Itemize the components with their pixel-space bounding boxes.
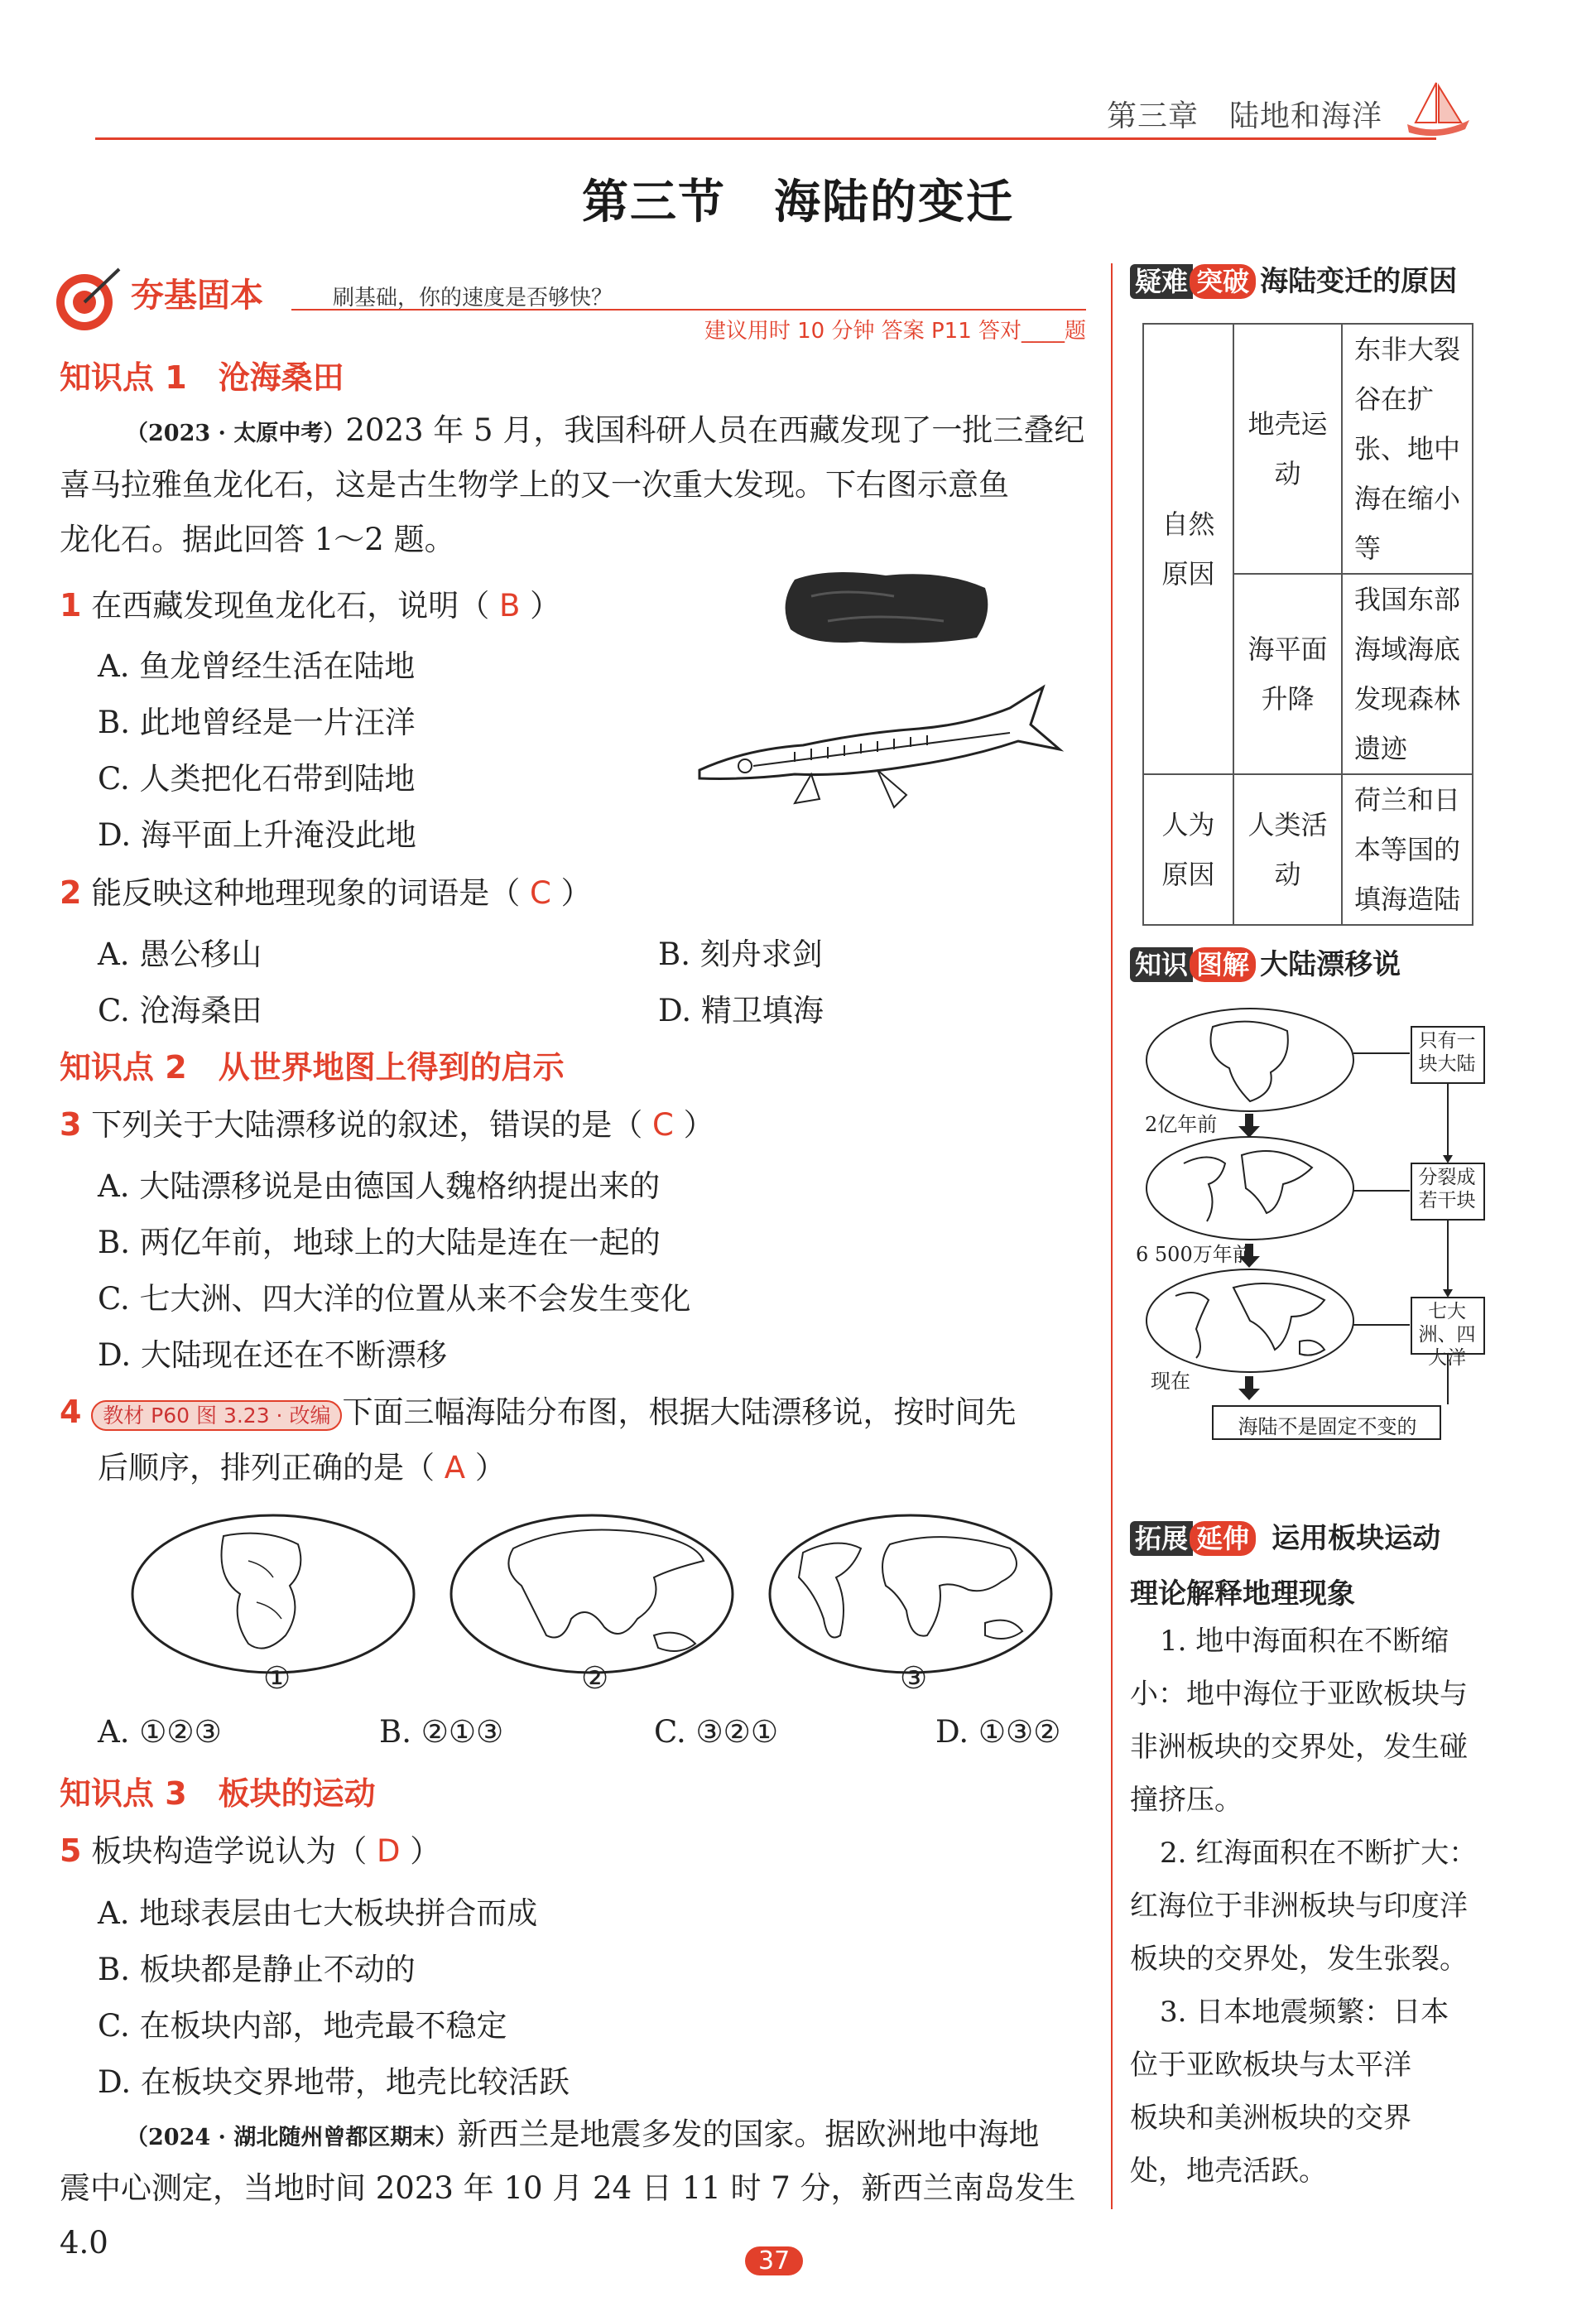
extend-line: 1. 地中海面积在不断缩 bbox=[1160, 1625, 1449, 1658]
extend-header bbox=[1130, 1515, 1440, 1556]
question-stem: 板块构造学说认为（ bbox=[91, 1833, 368, 1869]
time-label: 现在 bbox=[1151, 1370, 1190, 1393]
diagram-header bbox=[1130, 941, 1401, 982]
kp1-source: （2023 · 太原中考） bbox=[126, 421, 346, 446]
option: B. 两亿年前，地球上的大陆是连在一起的 bbox=[98, 1225, 661, 1260]
kp1-intro-line: 龙化石。据此回答 1～2 题。 bbox=[60, 522, 455, 557]
question-close: ） bbox=[530, 588, 561, 624]
kp3-title: 知识点 3 板块的运动 bbox=[60, 1775, 376, 1812]
sidebar-title: 海陆变迁的原因 bbox=[1260, 265, 1458, 298]
question-1 bbox=[60, 578, 560, 633]
question-close: ） bbox=[560, 875, 592, 911]
causes-table bbox=[1142, 323, 1473, 926]
option: A. 大陆漂移说是由德国人魏格纳提出来的 bbox=[98, 1168, 661, 1204]
answer: B bbox=[498, 588, 521, 624]
answer: D bbox=[376, 1833, 401, 1869]
answer: A bbox=[444, 1450, 466, 1486]
answer: C bbox=[529, 875, 551, 911]
badge: 延伸 bbox=[1190, 1521, 1256, 1556]
page-number: 37 bbox=[745, 2246, 803, 2275]
cause-category-label: 自然原因 bbox=[1161, 508, 1215, 590]
diagram-box: 分裂成若干块 bbox=[1418, 1167, 1476, 1211]
cause-category bbox=[1143, 324, 1233, 774]
question-5 bbox=[60, 1823, 440, 1879]
sailboat-icon bbox=[1399, 75, 1473, 141]
question-3 bbox=[60, 1097, 714, 1153]
option: A. ①②③ bbox=[98, 1714, 222, 1750]
passage-text: 新西兰是地震多发的国家。据欧洲地中海地 bbox=[457, 2116, 1040, 2152]
extend-body bbox=[1130, 1615, 1502, 2198]
option: C. 七大洲、四大洋的位置从来不会发生变化 bbox=[98, 1281, 691, 1317]
map-label: ③ bbox=[900, 1660, 928, 1696]
badge: 突破 bbox=[1190, 264, 1256, 299]
question-close: ） bbox=[474, 1450, 506, 1486]
question-number: 1 bbox=[60, 587, 82, 624]
banner-title: 夯基固本 bbox=[131, 277, 263, 315]
option: B. 板块都是静止不动的 bbox=[98, 1952, 416, 1987]
question-2 bbox=[60, 865, 592, 921]
option: A. 愚公移山 bbox=[98, 937, 262, 972]
question-close: ） bbox=[410, 1833, 441, 1869]
kp1-intro-line: 喜马拉雅鱼龙化石，这是古生物学上的又一次重大发现。下右图示意鱼 bbox=[60, 467, 1009, 503]
cause-example: 荷兰和日本等国的填海造陆 bbox=[1342, 774, 1473, 925]
badge: 疑难 bbox=[1130, 264, 1193, 299]
option: B. ②①③ bbox=[379, 1714, 504, 1750]
cause-category: 人为原因 bbox=[1143, 774, 1233, 925]
extend-line: 非洲板块的交界处，发生碰 bbox=[1130, 1731, 1468, 1764]
option: C. 人类把化石带到陆地 bbox=[98, 761, 416, 797]
question-number: 4 bbox=[60, 1394, 82, 1430]
cause-example: 东非大裂谷在扩张、地中海在缩小等 bbox=[1342, 324, 1473, 574]
option: D. 在板块交界地带，地壳比较活跃 bbox=[98, 2064, 570, 2100]
extend-line: 板块的交界处，发生张裂。 bbox=[1130, 1943, 1468, 1976]
extend-line: 3. 日本地震频繁：日本 bbox=[1160, 1996, 1449, 2029]
chapter-title: 第三章 陆地和海洋 bbox=[1106, 99, 1382, 133]
source-label: （2024 · 湖北随州曾都区期末） bbox=[126, 2125, 458, 2150]
diagram-conclusion: 海陆不是固定不变的 bbox=[1238, 1415, 1417, 1438]
question-4-line2 bbox=[98, 1441, 506, 1495]
map-label: ② bbox=[581, 1660, 609, 1696]
time-label: 6 500万年前 bbox=[1136, 1243, 1252, 1266]
extend-line: 位于亚欧板块与太平洋 bbox=[1130, 2049, 1411, 2082]
question-4 bbox=[60, 1384, 1103, 1443]
banner-meta: 建议用时 10 分钟 答案 P11 答对____题 bbox=[704, 319, 1086, 344]
badge: 知识 bbox=[1130, 947, 1193, 982]
cause-type: 人类活动 bbox=[1233, 774, 1342, 925]
header-rule bbox=[95, 137, 1436, 140]
sidebar-title: 运用板块运动 bbox=[1272, 1522, 1441, 1555]
diagram-box: 只有一块大陆 bbox=[1418, 1030, 1476, 1075]
answer: C bbox=[651, 1107, 674, 1143]
question-stem: 能反映这种地理现象的词语是（ bbox=[91, 875, 521, 911]
option: B. 刻舟求剑 bbox=[658, 937, 823, 972]
foundation-banner bbox=[51, 261, 1086, 344]
cause-type: 地壳运动 bbox=[1233, 324, 1342, 574]
question-stem: 在西藏发现鱼龙化石，说明（ bbox=[91, 588, 490, 624]
textbook-tag: 教材 P60 图 3.23 · 改编 bbox=[91, 1400, 342, 1431]
kp1-intro-line: 2023 年 5 月，我国科研人员在西藏发现了一批三叠纪 bbox=[345, 412, 1085, 448]
badge: 拓展 bbox=[1130, 1521, 1193, 1556]
extend-line: 2. 红海面积在不断扩大： bbox=[1160, 1837, 1478, 1870]
question-number: 3 bbox=[60, 1106, 82, 1143]
question-close: ） bbox=[683, 1107, 714, 1143]
option: C. 沧海桑田 bbox=[98, 993, 262, 1028]
cause-example: 我国东部海域海底发现森林遗迹 bbox=[1342, 574, 1473, 774]
map-1 bbox=[132, 1515, 414, 1673]
extend-line: 处，地壳活跃。 bbox=[1130, 2155, 1327, 2188]
extend-line: 小：地中海位于亚欧板块与 bbox=[1130, 1678, 1468, 1711]
question-number: 2 bbox=[60, 874, 82, 911]
kp1-intro bbox=[126, 403, 1094, 461]
option: A. 鱼龙曾经生活在陆地 bbox=[98, 648, 416, 684]
map-3 bbox=[770, 1515, 1051, 1673]
kp2-title: 知识点 2 从世界地图上得到的启示 bbox=[60, 1049, 565, 1086]
target-icon bbox=[51, 261, 126, 335]
time-label: 2亿年前 bbox=[1145, 1113, 1218, 1136]
badge: 图解 bbox=[1190, 947, 1256, 982]
map-2 bbox=[451, 1515, 733, 1673]
sidebar-divider bbox=[1111, 263, 1113, 2209]
option: A. 地球表层由七大板块拼合而成 bbox=[98, 1895, 538, 1931]
option: C. 在板块内部，地壳最不稳定 bbox=[98, 2008, 507, 2044]
kp1-title: 知识点 1 沧海桑田 bbox=[60, 359, 344, 396]
map-label: ① bbox=[263, 1660, 291, 1696]
extend-line: 撞挤压。 bbox=[1130, 1784, 1243, 1817]
cause-type: 海平面升降 bbox=[1233, 574, 1342, 774]
question-stem: 下列关于大陆漂移说的叙述，错误的是（ bbox=[91, 1107, 643, 1143]
difficult-header bbox=[1130, 258, 1457, 299]
question-stem: 下面三幅海陆分布图，根据大陆漂移说，按时间先 bbox=[342, 1394, 1017, 1430]
diagram-box: 七大洲、四大洋 bbox=[1418, 1301, 1476, 1369]
option: D. 海平面上升淹没此地 bbox=[98, 817, 416, 853]
extend-line: 红海位于非洲板块与印度洋 bbox=[1130, 1890, 1468, 1923]
section-title: 第三节 海陆的变迁 bbox=[582, 176, 1014, 229]
passage-line bbox=[126, 2107, 1103, 2165]
question-number: 5 bbox=[60, 1832, 82, 1869]
fossil-illustration bbox=[695, 563, 1093, 820]
sidebar-title: 理论解释地理现象 bbox=[1130, 1577, 1355, 1611]
question-stem: 后顺序，排列正确的是（ bbox=[98, 1450, 435, 1486]
extend-line: 板块和美洲板块的交界 bbox=[1130, 2102, 1411, 2135]
option: D. 精卫填海 bbox=[658, 993, 824, 1028]
sidebar-title: 大陆漂移说 bbox=[1260, 948, 1401, 981]
option: D. 大陆现在还在不断漂移 bbox=[98, 1337, 447, 1373]
passage-line: 震中心测定，当地时间 2023 年 10 月 24 日 11 时 7 分，新西兰南岛发生 4.0 bbox=[60, 2170, 1076, 2261]
banner-subtitle: 刷基础，你的速度是否够快？ bbox=[333, 286, 613, 311]
option: C. ③②① bbox=[654, 1714, 779, 1750]
option: B. 此地曾经是一片汪洋 bbox=[98, 705, 416, 740]
option: D. ①③② bbox=[935, 1714, 1061, 1750]
